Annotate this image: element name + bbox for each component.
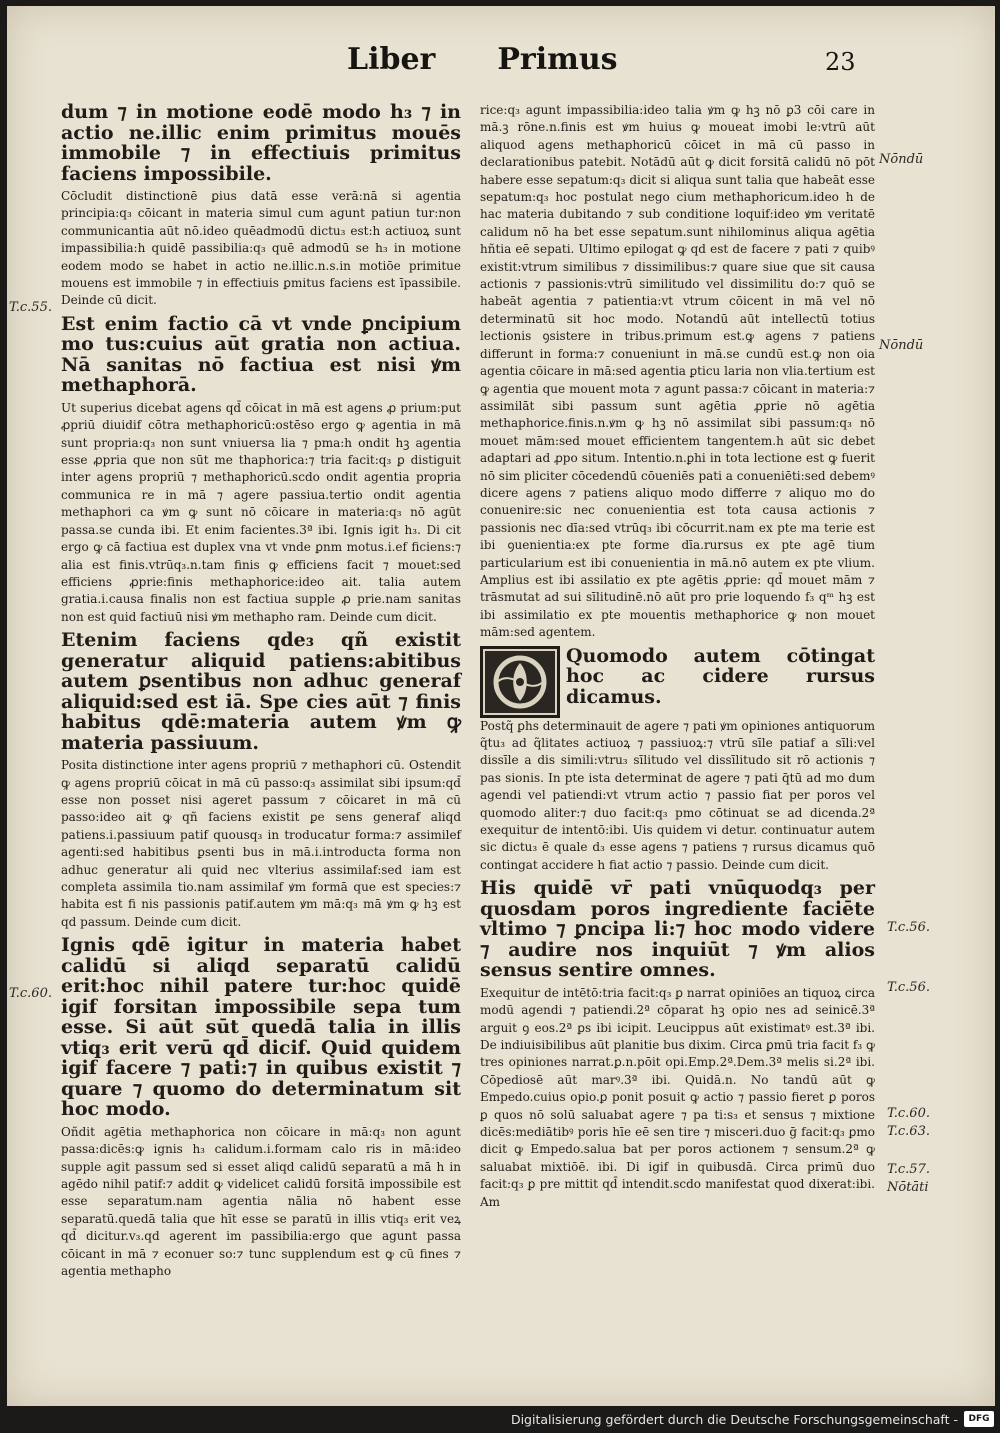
lemma-paragraph: dum ⁊ in motione eodē modo h₃ ⁊ in actio ne.illic enim primitus mouēs immobile ⁊ in effectiuis primitus faciens impossibile. [61,101,461,185]
margin-note: T.c.55. [9,300,52,315]
dfg-logo: DFG [964,1411,994,1427]
margin-note: T.c.57. [887,1162,930,1177]
right-column [480,102,875,1211]
lemma-paragraph: Etenim faciens qde₃ qñ existit generatur aliquid patiens:abitibus autem ꝑsentibus non adhuc generaf aliquid:sed est iā. Spe cies aūt ⁊ finis habitus qdē:materia autem ꝟm ꝙ materia passiuum. [61,629,461,754]
margin-note: T.c.60. [9,986,52,1001]
decorated-initial-image [480,646,560,718]
commentary-paragraph: Posita distinctione inter agens propriū ⁊ methaphori cū. Ostendit ꝙ agens propriū cōicat in mā cū passo:q₃ assimilat sibi ipsum:qd̄ esse non posset nisi ageret passum ⁊ cōicaret in mā cū passo:ideo ait ꝙ qñ faciens existit ꝑe sens generaf aliqd patiens.i.passiuum patif quousq₃ in troducatur forma:⁊ assimilef agenti:sed habitibus ꝑsenti bus in mā.i.introducta forma non adhuc generatur ali quid nec vlterius assimilaf:sed iam est completa assimila tio.nam assimilaf ꝟm formā que est species:⁊ habita est fi nis passionis patif.autem ꝟm mā:q₃ mā ꝟm ꝙ hꝫ est qd passum. Deinde cum dicit. [61,758,461,929]
margin-note: T.c.60. [887,1106,930,1121]
commentary-paragraph: Postq̃ ꝑhs determinauit de agere ⁊ pati ꝟm opiniones antiquorum q̃tu₃ ad q̃litates actiuoꝝ ⁊ passiuoꝝ:⁊ vtrū sīle patiaf a sīli:vel dissīle a dis simili:vtru₃ sīlitudo vel dissīlitudo sit rō actionis ⁊ pas sionis. In pte ista determinat de agere ⁊ pati q̄tū ad mo dum agendi vel patiendi:vt vtrum actio ⁊ passio fiat per poros vel quomodo aliter:⁊ duo facit:q₃ pmo cōtinuat se ad dicenda.2ª exequitur de intentō:ibi. Uis quidem vi detur. continuatur autem sic dictu₃ ē quale d₃ esse agens ⁊ patiens ⁊ rursus dicamus quō contingat accidere h fiat actio ⁊ passio. Deinde cum dicit. [480,718,875,872]
running-title-word1: Liber [347,42,436,77]
funding-credit: Digitalisierung gefördert durch die Deutsche Forschungsgemeinschaft - [510,1412,958,1427]
lemma-paragraph: Quomodo autem cōtingat hoc ac cidere rursus dicamus. [566,644,875,708]
book-page [7,6,995,1406]
margin-note: Nōndū [879,152,924,167]
page-header [7,42,995,102]
left-column [61,102,461,1280]
margin-note: Nōtāti [887,1180,929,1195]
running-title-word2: Primus [497,42,618,77]
commentary-paragraph: Cōcludit distinctionē ꝑius datā esse verā:nā si agentia principia:q₃ cōicant in materia simul cum agunt patiun tur:non communicantia aūt nō.ideo quēadmodū dictu₃ est:h actiuoꝝ sunt impassibilia:h quidē passibilia:q₃ quē admodū se h₃ in motione eodem modo se habet in actio ne.illic.n.s.in motiōe primitue mouens est immobile ⁊ in effectiuis ꝑmitus faciens est īpassibile. Deinde cū dicit. [61,189,461,308]
commentary-paragraph: Oñdit agētia methaphorica non cōicare in mā:q₃ non agunt passa:dicēs:ꝙ ignis h₃ calidum.i.formam calo ris in mā:ideo supple agit passum sed si esset aliqd calidū separatū a mā h in agēdo nihil patif:⁊ addit ꝙ videlicet calidū forsitā impossibile est esse separatum.nam agentia nālia nō habent esse separatū.quedā talia que hīt esse se paratū in illis vtiq₃ erit veꝝ qd̄ dicitur.v₃.qd agerent im passibilia:ergo que agunt passa cōicant in mā ⁊ econuer so:⁊ tunc supplendum est ꝙ cū fines ⁊ agentia methapho [61,1124,461,1278]
margin-note: T.c.56. [887,980,930,995]
running-title [347,42,618,77]
commentary-paragraph: Exequitur de intētō:tria facit:q₃ ꝑ narrat opiniōes an tiquoꝝ circa modū agendi ⁊ patiendi.2ª cōparat hꝫ opio nes ad seinicē.3ª arguit ꝯ eos.2ª ꝑs ibi icipit. Leucippus aūt existimatꝰ est.3ª ibi. De indiuisibilibus aūt planitie bus dixim. Circa ꝑmū tria facit f₃ ꝙ tres opiniones narrat.ꝑ.n.pōit opi.Emp.2ª.Dem.3ª melis si.2ª ibi. Cōpediosē aūt marꝰ.3ª ibi. Quidā.n. No tandū aūt ꝙ Empedo.cuius opio.ꝑ ponit posuit ꝙ actio ⁊ passio fieret ꝑ poros ꝑ quos nō solū saluabat agere ⁊ pa ti:s₃ et sensus ⁊ mixtione dicēs:mediātibꝰ poris hīe eē sen tire ⁊ misceri.duo ḡ facit:q₃ ꝑmo dicit ꝙ Empedo.salua bat per poros actionem ⁊ sensum.2ª ꝙ saluabat mixtiōē. ibi. Di igif in quibusdā. Circa primū duo facit:q₃ ꝑ pre mittit qd̄ intendit.scdo manifestat quod dixerat:ibi. Am [480,985,875,1209]
lemma-paragraph: Ignis qdē igitur in materia habet calidū si aliqd separatū calidū erit:hoc nihil patere tur:hoc quidē igif forsitan impossibile sepa tum esse. Si aūt sūt quedā talia in illis vtiq₃ erit verū qd̄ dicif. Quid quidem igif facere ⁊ pati:⁊ in quibus existit ⁊ quare ⁊ quomo do determinatum sit hoc modo. [61,934,461,1121]
margin-note: T.c.56. [887,920,930,935]
digitization-footer [0,1406,1000,1433]
lemma-paragraph: His quidē vr̄ pati vnūquodq₃ per quosdam poros ingrediente faciēte vltimo ⁊ ꝑncipa li:⁊ hoc modo videre ⁊ audire nos inquiūt ⁊ ꝟm alios sensus sentire omnes. [480,877,875,982]
commentary-paragraph: rice:q₃ agunt impassibilia:ideo talia ꝟm ꝙ hꝫ nō ꝑ3 cōi care in mā.ꝫ rōne.n.finis est ꝟm huius ꝙ moueat imobi le:vtrū aūt aliquod agens methaphoricū cōicet in mā cū passo in declarationibus patebit. Notādū aūt ꝙ dicit forsitā calidū nō pōt habere esse sepatum:q₃ dicit si aliqua sunt talia que habeāt esse sepatum:q₃ hoc postulat nego cium methaphoricum.ideo h de hac materia dubitando ⁊ sub conditione loquif:ideo ꝟm veritatē calidum nō ha bet esse sepatum.sunt nihilominus aliqua agētia hñtia eē sepati. Ultimo epilogat ꝙ qd est de facere ⁊ pati ⁊ quibꝰ existit:vtrum similibus ⁊ dissimilibus:⁊ quare siue que sit causa actionis ⁊ passionis:vtrū similitudo vel dissimilitu do:⁊ quō se habeāt agentia ⁊ patientia:vt vtrum cōicent in mā vel nō determinatū sit hoc modo. Notandū aūt intellectū totius lectionis ꝯsistere in tribus.primum est.ꝙ agens ⁊ patiens differunt in forma:⁊ conueniunt in mā.se cundū est.ꝙ non oia agentia cōicare in mā:sed agentia ꝑticu laria non vlia.tertium est ꝙ agentia que mouent mota ⁊ agunt passa:⁊ cōicant in materia:⁊ assimilāt sibi passum sunt agētia ꝓprie nō agētia methaphorice.finis.n.ꝟm ꝙ hꝫ nō assimilat sibi passum:q₃ nō mouet mām:sed mouet efficientem tangentem.h aūt sic debet adaptari ad ꝓpo situm. Intentio.n.ꝑhi in tota lectione est ꝙ fuerit nō sim pliciter cōcedendū cōueniēs pati a conueniēti:sed debemꝰ dicere agens ⁊ patiens aliquo modo differre ⁊ aliquo mo do conuenire:sic nec conuenientia est tota causa actionis ⁊ passionis nec dīa:sed vtrūq₃ ibi cōcurrit.nam ex pte ma terie est ibi ꝯuenientia:ex pte forme dīa.rursus ex pte agē tium particularium est ibi conuenientia in mā.nō autem ex pte vlium. Amplius est ibi assilatio ex pte agētis ꝓprie: qd̄ mouet mām ⁊ trāsmutat ad sui sīlitudinē.nō aūt pro prie loquendo f₃ qᵐ hꝫ est ibi assimilatio ex pte mouentis methaphorice ꝙ non mouet mām:sed agentem. [480,103,875,640]
folio-number: 23 [825,48,856,76]
margin-note: Nōndū [879,338,924,353]
margin-note: T.c.63. [887,1124,930,1139]
commentary-paragraph: Ut superius dicebat agens qd̄ cōicat in mā est agens ꝓ prium:put ꝓpriū diuidif cōtra methaphoricū:ostēso ergo ꝙ agentia in mā sunt propria:q₃ non sunt vniuersa lia ⁊ pma:h ondit hꝫ agentia esse ꝓpria que non sūt me thaphorica:⁊ tria facit:q₃ ꝑ distiguit inter agens propriū ⁊ methaphoricū.scdo ondit agentia propria communica re in mā ⁊ agere passiua.tertio ondit agentia methaphori ca ꝟm ꝙ sunt nō cōicare in materia:q₃ nō agūt passa.se cunda ibi. Et enim facientes.3ª ibi. Ignis igit h₃. Di cit ergo ꝙ cā factiua est duplex vna vt vnde ꝑnm motus.i.ef ficiens:⁊ alia est finis.vtrūq₃.n.tam finis ꝙ efficiens facit ⁊ mouet:sed efficiens ꝓprie:finis methaphorice:ideo ait. talia autem gratia.i.causa finalis non est factiua supple ꝓ prie.nam sanitas non est quid factiuū nisi ꝟm methapho ram. Deinde cum dicit. [61,400,461,624]
lemma-paragraph: Est enim factio cā vt vnde ꝑncipium mo tus:cuius aūt gratia non actiua. Nā sanitas nō factiua est nisi ꝟm methaphorā. [61,312,461,397]
